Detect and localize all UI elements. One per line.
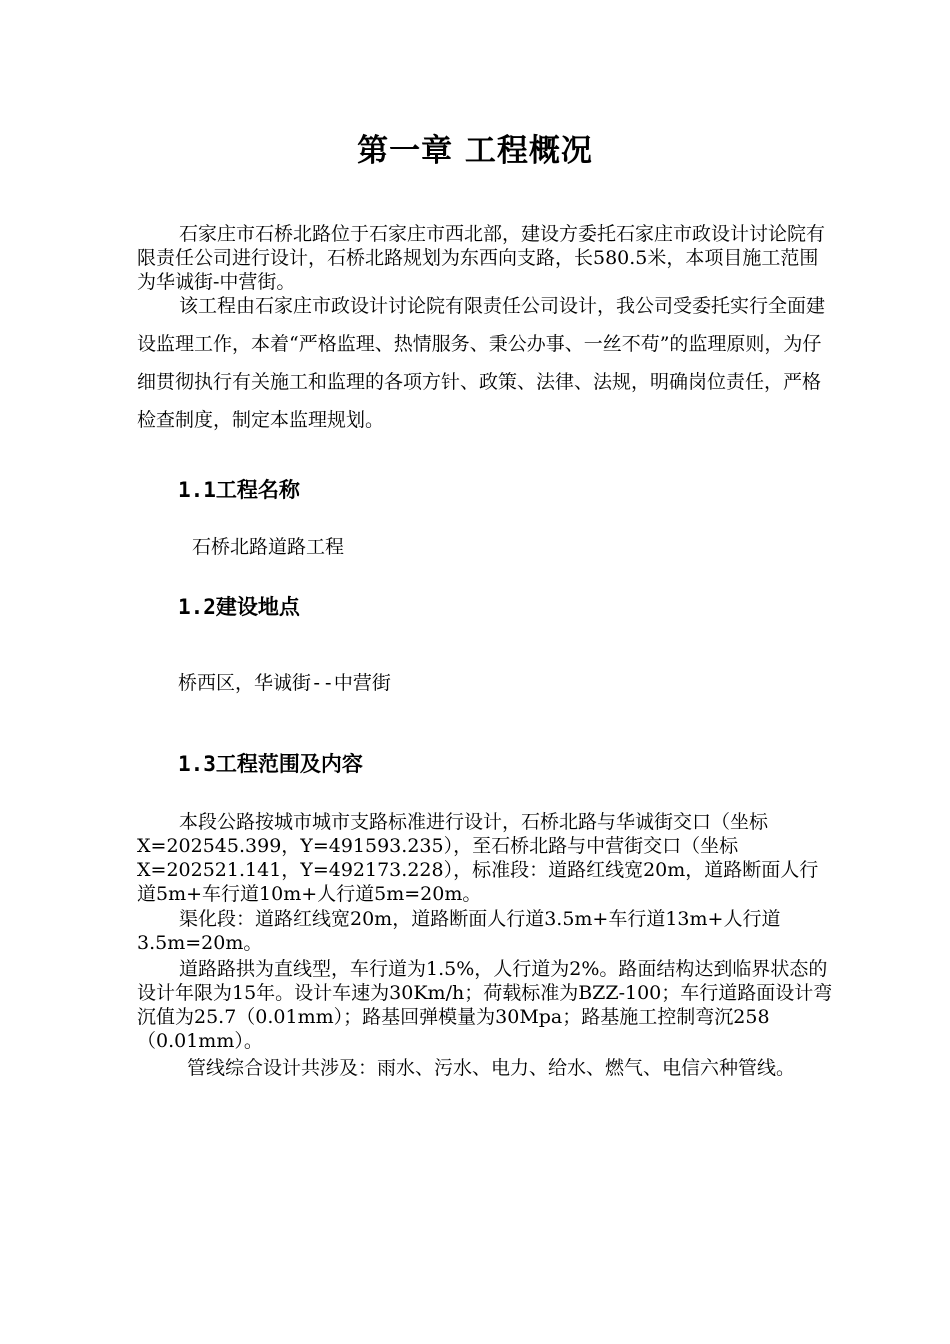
- intro-paragraph-1: 石家庄市石桥北路位于石家庄市西北部，建设方委托石家庄市政设计讨论院有限责任公司进行设计，石桥北路规划为东西向支路，长580.5米，本项目施工范围为华诚街-中营街。: [137, 223, 826, 293]
- section-heading-1-2: 1.2建设地点: [178, 595, 300, 619]
- section-heading-1-1: 1.1工程名称: [178, 478, 300, 502]
- construction-location: 桥西区，华诚街--中营街: [178, 672, 391, 694]
- project-name: 石桥北路道路工程: [192, 536, 345, 558]
- chapter-title: 第一章 工程概况: [357, 133, 593, 169]
- scope-paragraph-2: 渠化段：道路红线宽20m，道路断面人行道3.5m+车行道13m+人行道3.5m=20m。: [137, 908, 781, 954]
- scope-paragraph-3: 道路路拱为直线型，车行道为1.5%，人行道为2%。路面结构达到临界状态的设计年限为15年。设计车速为30Km/h；荷载标准为BZZ-100；车行道路面设计弯沉值为25.7（0.01mm）；路基回弹模量为30Mpa；路基施工控制弯沉258（0.01mm）。: [137, 958, 833, 1052]
- intro-paragraph-2: 该工程由石家庄市政设计讨论院有限责任公司设计，我公司受委托实行全面建设监理工作，本着“严格监理、热情服务、秉公办事、一丝不苟”的监理原则，为仔细贯彻执行有关施工和监理的各项方针、政策、法律、法规，明确岗位责任，严格检查制度，制定本监理规划。: [137, 295, 826, 431]
- scope-paragraph-4: 管线综合设计共涉及：雨水、污水、电力、给水、燃气、电信六种管线。: [187, 1057, 796, 1079]
- section-heading-1-3: 1.3工程范围及内容: [178, 752, 363, 776]
- scope-paragraph-1: 本段公路按城市城市支路标准进行设计，石桥北路与华诚街交口（坐标X=202545.399，Y=491593.235），至石桥北路与中营街交口（坐标X=202521.141，Y=492173.228），标准段：道路红线宽20m，道路断面人行道5m+车行道10m+人行道5m=20m。: [137, 811, 819, 905]
